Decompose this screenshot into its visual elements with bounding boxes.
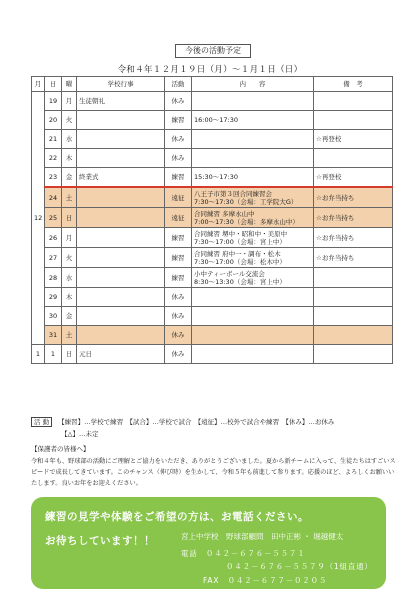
note-cell <box>314 345 393 364</box>
note-cell <box>314 92 393 111</box>
activity-cell: 休み <box>165 307 192 326</box>
activity-cell: 休み <box>165 130 192 149</box>
contact-phone-2: ０４２－６７６－５５７９（1組直通） <box>226 562 373 571</box>
table-row <box>32 111 393 130</box>
activity-legend <box>31 417 401 438</box>
col-month: 月 <box>32 77 45 92</box>
table-row <box>32 92 393 111</box>
day-cell: 20 <box>45 111 62 130</box>
contact-phone-1: 電話 ０４２－６７６－５５７１ <box>181 549 306 558</box>
note-cell <box>314 149 393 168</box>
content-cell <box>192 345 314 364</box>
note-cell <box>314 268 393 288</box>
contact-school: 宮上中学校 野球部顧問 田中正彬 ・ 堀越健太 <box>181 532 344 541</box>
event-cell <box>77 111 165 130</box>
legend-label: 活 動 <box>31 417 52 427</box>
note-cell: ☆お弁当持ち <box>314 228 393 248</box>
event-cell <box>77 307 165 326</box>
weekday-cell: 火 <box>62 111 77 130</box>
table-row <box>32 187 393 208</box>
day-cell: 22 <box>45 149 62 168</box>
col-day: 日 <box>45 77 62 92</box>
activity-cell: 休み <box>165 326 192 345</box>
table-row <box>32 208 393 228</box>
schedule-table <box>31 76 393 364</box>
contact-message-1: 練習の見学や体験をご希望の方は、お電話ください。 <box>45 511 309 523</box>
day-cell: 28 <box>45 268 62 288</box>
day-cell: 25 <box>45 208 62 228</box>
day-cell: 24 <box>45 187 62 208</box>
col-note: 備 考 <box>314 77 393 92</box>
col-school-event: 学校行事 <box>77 77 165 92</box>
event-cell <box>77 248 165 268</box>
weekday-cell: 月 <box>62 92 77 111</box>
content-cell <box>192 307 314 326</box>
table-row <box>32 288 393 307</box>
col-content: 内 容 <box>192 77 314 92</box>
table-row <box>32 268 393 288</box>
activity-cell: 休み <box>165 92 192 111</box>
contact-message-2: お待ちしています！！ <box>45 535 155 547</box>
weekday-cell: 木 <box>62 149 77 168</box>
note-cell <box>314 326 393 345</box>
day-cell: 31 <box>45 326 62 345</box>
event-cell: 終業式 <box>77 168 165 188</box>
table-header-row <box>32 77 393 92</box>
event-cell <box>77 149 165 168</box>
content-cell <box>192 288 314 307</box>
activity-cell: 休み <box>165 345 192 364</box>
note-cell <box>314 111 393 130</box>
content-cell <box>192 92 314 111</box>
day-cell: 27 <box>45 248 62 268</box>
event-cell <box>77 187 165 208</box>
event-cell <box>77 288 165 307</box>
content-cell <box>192 326 314 345</box>
weekday-cell: 日 <box>62 208 77 228</box>
weekday-cell: 水 <box>62 130 77 149</box>
day-cell: 23 <box>45 168 62 188</box>
notice-body: 令和４年も、野球部の活動にご理解とご協力をいただき、ありがとうございました。夏から新チームに入って、生徒たちはすごいスピードで成長してきています。このチャンス（伸び時）を生かして、令和５年も前進して参ります。応援のほど、よろしくお願いいたします。良いお年をお迎えください。 <box>31 458 396 487</box>
schedule-date-range: 令和４年１２月１９日（月）～１月１日（日） <box>117 65 303 75</box>
activity-cell: 遠征 <box>165 187 192 208</box>
weekday-cell: 土 <box>62 326 77 345</box>
table-row <box>32 248 393 268</box>
note-cell: ☆再登校 <box>314 130 393 149</box>
month-cell: 1 <box>32 345 45 364</box>
weekday-cell: 金 <box>62 168 77 188</box>
table-row <box>32 130 393 149</box>
content-cell: 16:00～17:30 <box>192 111 314 130</box>
activity-cell: 練習 <box>165 228 192 248</box>
col-activity: 活動 <box>165 77 192 92</box>
event-cell <box>77 208 165 228</box>
table-row <box>32 149 393 168</box>
activity-cell: 休み <box>165 149 192 168</box>
day-cell: 30 <box>45 307 62 326</box>
content-cell: 八王子市第３回合同練習会 7:30～17:30（会場：工学院大G） <box>192 187 314 208</box>
table-row <box>32 307 393 326</box>
table-row <box>32 345 393 364</box>
content-cell: 小中ティーボール交流会 8:30～13:30（会場：宮上中） <box>192 268 314 288</box>
contact-box <box>31 497 386 589</box>
event-cell <box>77 268 165 288</box>
weekday-cell: 木 <box>62 288 77 307</box>
month-cell: 12 <box>32 92 45 345</box>
event-cell <box>77 228 165 248</box>
note-cell: ☆お弁当持ち <box>314 208 393 228</box>
activity-cell: 練習 <box>165 111 192 130</box>
content-cell: 合同練習 多摩永山中 7:00～17:30（会場：多摩永山中） <box>192 208 314 228</box>
table-row <box>32 228 393 248</box>
activity-cell: 練習 <box>165 268 192 288</box>
content-cell <box>192 149 314 168</box>
activity-cell: 練習 <box>165 248 192 268</box>
table-row <box>32 168 393 188</box>
col-weekday: 曜 <box>62 77 77 92</box>
event-cell: 元日 <box>77 345 165 364</box>
weekday-cell: 金 <box>62 307 77 326</box>
weekday-cell: 日 <box>62 345 77 364</box>
note-cell: ☆お弁当持ち <box>314 248 393 268</box>
day-cell: 26 <box>45 228 62 248</box>
day-cell: 1 <box>45 345 62 364</box>
weekday-cell: 水 <box>62 268 77 288</box>
table-row <box>32 326 393 345</box>
note-cell: ☆お弁当持ち <box>314 187 393 208</box>
note-cell <box>314 307 393 326</box>
weekday-cell: 土 <box>62 187 77 208</box>
schedule-title: 今後の活動予定 <box>175 44 251 58</box>
day-cell: 21 <box>45 130 62 149</box>
content-cell <box>192 130 314 149</box>
weekday-cell: 火 <box>62 248 77 268</box>
content-cell: 15:30～17:30 <box>192 168 314 188</box>
note-cell <box>314 288 393 307</box>
activity-cell: 練習 <box>165 168 192 188</box>
weekday-cell: 月 <box>62 228 77 248</box>
content-cell: 合同練習 府中一・調布・松木 7:30～17:00（会場：松木中） <box>192 248 314 268</box>
day-cell: 29 <box>45 288 62 307</box>
legend-line-2: 【△】…未定 <box>61 430 99 438</box>
note-cell: ☆再登校 <box>314 168 393 188</box>
contact-fax: FAX ０４２－６７７－０２０５ <box>203 576 328 585</box>
day-cell: 19 <box>45 92 62 111</box>
legend-line-1: 【練習】…学校で練習 【試合】…学校で試合 【遠征】…校外で試合や練習 【休み】…お休み <box>58 418 335 426</box>
event-cell <box>77 130 165 149</box>
content-cell: 合同練習 堺中・昭和中・美原中 7:30～17:00（会場：宮上中） <box>192 228 314 248</box>
activity-cell: 遠征 <box>165 208 192 228</box>
notice-title: 【保護者の皆様へ】 <box>31 445 90 453</box>
event-cell <box>77 326 165 345</box>
activity-cell: 休み <box>165 288 192 307</box>
event-cell: 生徒朝礼 <box>77 92 165 111</box>
